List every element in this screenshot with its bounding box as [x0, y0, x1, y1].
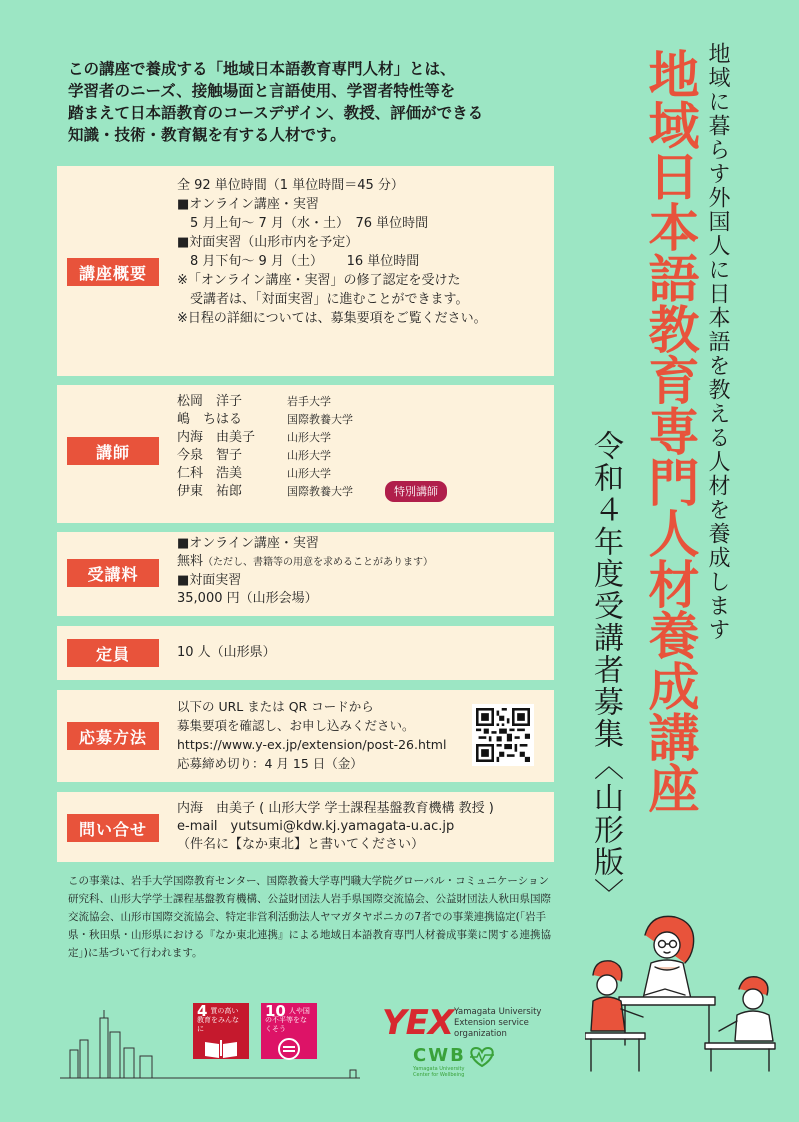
contact-line: （件名に【なか東北】と書いてください） — [177, 837, 425, 852]
fee-online-value: 無料 — [177, 554, 204, 569]
book-icon — [201, 1038, 241, 1060]
fee-online-heading: ■オンライン講座・実習 — [177, 536, 319, 551]
instructor-affiliation: 岩手大学 — [287, 394, 331, 408]
instructor-name: 嶋 ちはる — [177, 411, 243, 427]
instructor-name: 松岡 洋子 — [177, 393, 243, 409]
instructor-affiliation: 国際教養大学 — [287, 412, 353, 426]
apply-line: 以下の URL または QR コードから — [177, 699, 374, 714]
fee-online — [177, 553, 433, 572]
main-title: 地域日本語教育専門人材養成講座 — [639, 48, 698, 813]
intro-paragraph — [68, 58, 568, 146]
overview-line: 5 月上旬～ 7 月（水・土） 76 単位時間 — [177, 216, 429, 231]
overview-line: ※「オンライン講座・実習」の修了認定を受けた — [177, 273, 461, 288]
instructor-affiliation: 山形大学 — [287, 448, 331, 462]
overview-line: ※日程の詳細については、募集要項をご覧ください。 — [177, 311, 487, 326]
instructors-section — [57, 385, 554, 523]
instructor-name: 今泉 智子 — [177, 447, 243, 463]
instructor-row — [177, 428, 447, 446]
overview-line: ■対面実習（山形市内を予定） — [177, 235, 359, 250]
contact-line: 内海 由美子 ( 山形大学 学士課程基盤教育機構 教授 ) — [177, 801, 494, 816]
fee-online-note: （ただし、書籍等の用意を求めることがあります） — [203, 557, 434, 568]
yex-logo: YEX — [382, 1003, 454, 1043]
sdg-10-number: 10 — [265, 1002, 286, 1020]
instructor-affiliation: 国際教養大学 — [287, 484, 353, 498]
classroom-illustration — [585, 905, 785, 1075]
instructor-affiliation: 山形大学 — [287, 466, 331, 480]
sdg-4-text: 質の高い教育をみんなに — [197, 1007, 239, 1033]
fee-inperson-heading: ■対面実習 — [177, 573, 242, 588]
yex-sub-line: Yamagata University — [454, 1007, 542, 1017]
footer-paragraph: この事業は、岩手大学国際教育センター、国際教養大学専門職大学院グローバル・コミュニケーション研究科、山形大学学士課程基盤教育機構、公益財団法人岩手県国際交流協会、公益財団法人秋田県国際交流協会、山形市国際交流協会、特定非営利活動法人ヤマガタヤポニカの7者での事業連携協定(「岩手県・秋田県・山形県における『なか東北連携』による地域日本語教育専門人材養成事業に関する連携協定」)に基づいて行われます。 — [68, 875, 551, 959]
intro-line: 知識・技術・教育観を有する人材です。 — [68, 126, 346, 144]
overview-label: 講座概要 — [67, 258, 159, 286]
qr-code[interactable] — [472, 704, 534, 766]
instructor-name: 仁科 浩美 — [177, 465, 243, 481]
heart-pulse-icon — [467, 1046, 497, 1068]
instructor-row — [177, 446, 447, 464]
fee-content — [177, 535, 433, 608]
yex-sub-line: organization — [454, 1029, 507, 1039]
yex-subtitle — [454, 1007, 541, 1040]
fee-section — [57, 532, 554, 616]
capacity-section — [57, 626, 554, 680]
cwb-subtitle — [413, 1066, 464, 1078]
cwb-logo: CWB — [413, 1045, 466, 1066]
overview-section — [57, 166, 554, 376]
special-lecturer-badge: 特別講師 — [385, 481, 447, 502]
yex-sub-line: Extension service — [454, 1018, 529, 1028]
apply-deadline: 応募締め切り：4 月 15 日（金） — [177, 756, 363, 771]
capacity-label: 定員 — [67, 639, 159, 667]
contact-email-link[interactable]: e-mail yutsumi@kdw.kj.yamagata-u.ac.jp — [177, 819, 455, 834]
apply-url-link[interactable]: https://www.y-ex.jp/extension/post-26.html — [177, 737, 447, 752]
overview-content — [177, 176, 487, 328]
overview-line: 全 92 単位時間（1 単位時間＝45 分） — [177, 178, 404, 193]
instructor-name: 内海 由美子 — [177, 429, 256, 445]
overview-line: 受講者は、「対面実習」に進むことができます。 — [177, 292, 469, 307]
apply-line: 募集要項を確認し、お申し込みください。 — [177, 718, 415, 733]
instructor-name: 伊東 祐郎 — [177, 483, 243, 499]
fee-label: 受講料 — [67, 559, 159, 587]
intro-line: この講座で養成する「地域日本語教育専門人材」とは、 — [68, 60, 456, 78]
equality-icon — [269, 1038, 309, 1060]
apply-label: 応募方法 — [67, 722, 159, 750]
qr-code-graphic — [476, 708, 530, 762]
intro-line: 踏まえて日本語教育のコースデザイン、教授、評価ができる — [68, 104, 484, 122]
capacity-value: 10 人（山形県） — [177, 645, 276, 660]
apply-section — [57, 690, 554, 782]
contact-content — [177, 800, 494, 854]
intro-line: 学習者のニーズ、接触場面と言語使用、学習者特性等を — [68, 82, 456, 100]
overview-line: 8 月下旬～ 9 月（土） 16 単位時間 — [177, 254, 420, 269]
instructor-list — [177, 392, 447, 500]
instructors-label: 講師 — [67, 437, 159, 465]
sdg-goal-4-logo — [193, 1003, 249, 1059]
cwb-sub-line: Center for Wellbeing — [413, 1072, 465, 1078]
sdg-4-number: 4 — [197, 1002, 208, 1020]
instructor-row — [177, 410, 447, 428]
instructor-row — [177, 464, 447, 482]
contact-section — [57, 792, 554, 862]
recruit-heading: 令和４年度受講者募集〈山形版〉 — [588, 430, 623, 910]
overview-line: ■オンライン講座・実習 — [177, 197, 319, 212]
fee-inperson-value: 35,000 円（山形会場） — [177, 591, 318, 606]
instructor-affiliation: 山形大学 — [287, 430, 331, 444]
contact-label: 問い合せ — [67, 814, 159, 842]
instructor-row — [177, 392, 447, 410]
cwb-sub-line: Yamagata University — [413, 1066, 465, 1072]
sdg-goal-10-logo — [261, 1003, 317, 1059]
instructor-row — [177, 482, 447, 500]
sdg-10-text: 人や国の不平等をなくそう — [265, 1007, 310, 1033]
apply-content — [177, 697, 446, 773]
vertical-subtitle: 地域に暮らす外国人に日本語を教える人材を養成します — [705, 42, 730, 642]
